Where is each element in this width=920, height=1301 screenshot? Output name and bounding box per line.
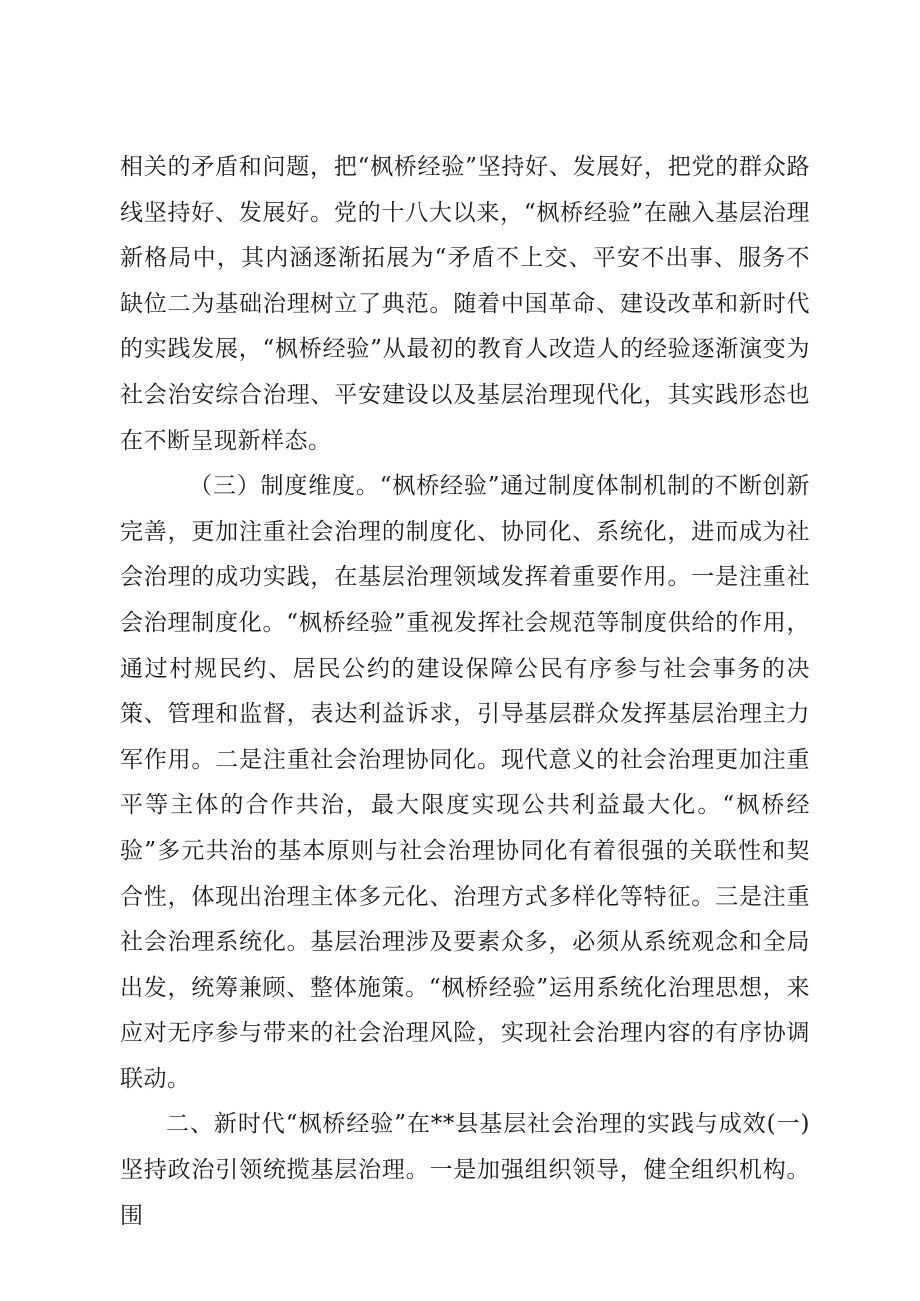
paragraph-continuation: 相关的矛盾和问题，把“枫桥经验”坚持好、发展好，把党的群众路线坚持好、发展好。党的十八大以来，“枫桥经验”在融入基层治理新格局中，其内涵逐渐拓展为“矛盾不上交、平安不出事、服务不缺位二为基础治理树立了典范。随着中国革命、建设改革和新时代的实践发展，“枫桥经验”从最初的教育人改造人的经验逐渐演变为社会治安综合治理、平安建设以及基层治理现代化，其实践形态也在不断呈现新样态。 bbox=[120, 154, 810, 454]
paragraph-institutional-dimension: （三）制度维度。“枫桥经验”通过制度体制机制的不断创新完善，更加注重社会治理的制度化、协同化、系统化，进而成为社会治理的成功实践，在基层治理领域发挥着重要作用。一是注重社会治理制度化。“枫桥经验”重视发挥社会规范等制度供给的作用，通过村规民约、居民公约的建设保障公民有序参与社会事务的决策、管理和监督，表达利益诉求，引导基层群众发挥基层治理主力军作用。二是注重社会治理协同化。现代意义的社会治理更加注重平等主体的合作共治，最大限度实现公共利益最大化。“枫桥经验”多元共治的基本原则与社会治理协同化有着很强的关联性和契合性，体现出治理主体多元化、治理方式多样化等特征。三是注重社会治理系统化。基层治理涉及要素众多，必须从系统观念和全局出发，统筹兼顾、整体施策。“枫桥经验”运用系统化治理思想，来应对无序参与带来的社会治理风险，实现社会治理内容的有序协调联动。 bbox=[120, 473, 810, 1092]
document-body bbox=[120, 145, 810, 1239]
paragraph-section-two: 二、新时代“枫桥经验”在**县基层社会治理的实践与成效(一)坚持政治引领统揽基层治理。一是加强组织领导，健全组织机构。围 bbox=[120, 1111, 810, 1229]
